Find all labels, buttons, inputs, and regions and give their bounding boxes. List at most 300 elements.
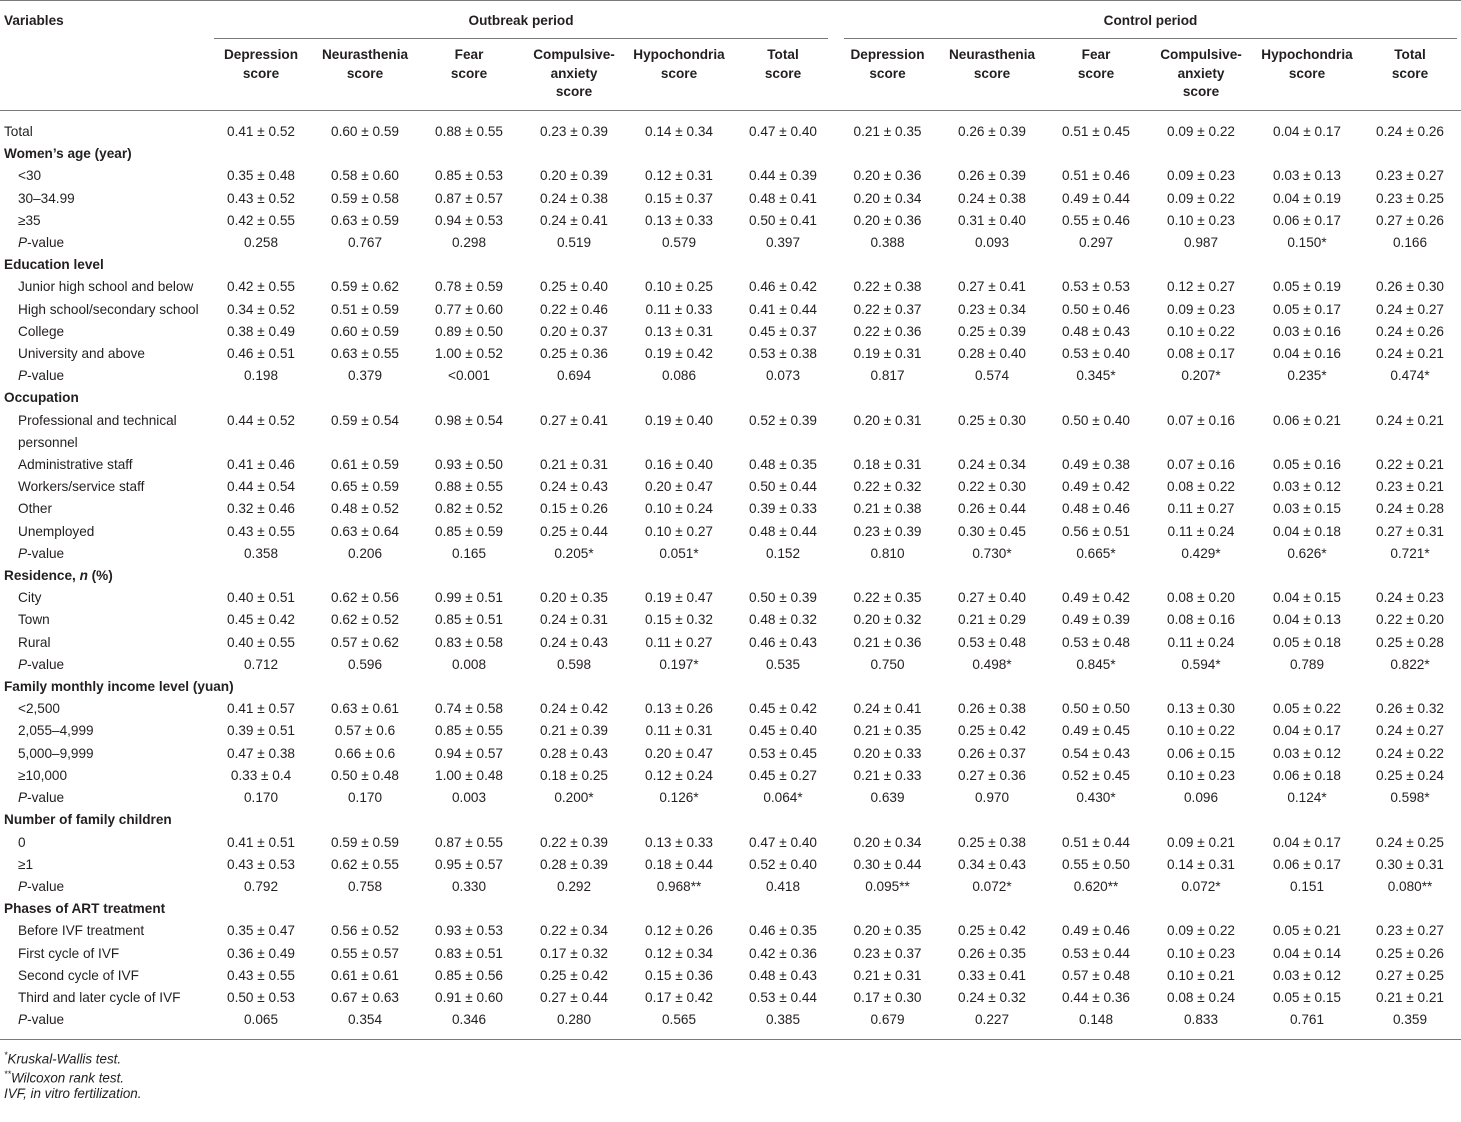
row-label: College [18,323,65,339]
table-cell: 0.03 ± 0.16 [1273,323,1341,339]
table-cell: 0.13 ± 0.26 [645,701,713,717]
table-cell: 0.26 ± 0.35 [958,945,1026,961]
table-cell: 0.41 ± 0.57 [227,701,295,717]
table-cell: 0.50 ± 0.50 [1062,701,1130,717]
table-cell: 0.379 [347,368,383,384]
table-cell: 0.22 ± 0.30 [958,479,1026,495]
column-header-line: Fear [1081,47,1111,62]
table-cell: 0.21 ± 0.36 [853,634,922,650]
table-cell: 0.42 ± 0.55 [227,212,295,228]
table-cell: 0.62 ± 0.52 [331,612,399,628]
table-cell: 0.35 ± 0.47 [227,923,295,939]
column-header [730,39,836,111]
row-label: First cycle of IVF [18,945,120,961]
column-header-line: score [869,65,906,81]
table-row [0,321,1461,343]
table-cell: 0.10 ± 0.24 [645,501,713,517]
table-cell: 0.53 ± 0.40 [1062,346,1130,362]
table-cell: 0.06 ± 0.15 [1167,745,1235,761]
table-cell: 0.93 ± 0.53 [435,923,503,939]
table-cell: 0.34 ± 0.52 [227,301,295,317]
table-cell: 0.50 ± 0.48 [331,767,399,783]
table-cell: 0.19 ± 0.42 [645,346,713,362]
table-cell: 0.24 ± 0.41 [853,701,922,717]
row-label: P-value [18,790,65,806]
table-cell: 0.05 ± 0.21 [1273,923,1341,939]
table-cell: 0.46 ± 0.42 [749,279,817,295]
table-cell: 0.20 ± 0.37 [540,323,608,339]
section-row [0,898,1461,920]
table-cell: 0.24 ± 0.21 [1376,412,1444,428]
table-cell: 0.42 ± 0.55 [227,279,295,295]
row-label: University and above [18,346,145,362]
table-cell: 0.20 ± 0.36 [853,168,922,184]
table-cell: 0.23 ± 0.27 [1376,923,1444,939]
section-row [0,143,1461,165]
table-cell: 0.11 ± 0.24 [1167,523,1235,539]
table-cell: 0.620** [1073,878,1119,894]
table-cell: 0.56 ± 0.51 [1062,523,1130,539]
table-cell: 0.594* [1181,656,1221,672]
table-cell: 0.207* [1181,368,1221,384]
table-cell: 0.09 ± 0.22 [1167,190,1235,206]
table-cell: 0.25 ± 0.42 [958,723,1026,739]
table-cell: 0.50 ± 0.53 [227,989,295,1005]
table-cell: 0.45 ± 0.42 [227,612,295,628]
table-cell: 0.48 ± 0.52 [331,501,399,517]
table-cell: 0.165 [451,545,487,561]
table-cell: 0.598 [556,656,592,672]
column-header [1359,39,1461,111]
table-cell: 0.74 ± 0.58 [435,701,503,717]
table-cell: 0.20 ± 0.47 [645,745,713,761]
table-cell: 0.43 ± 0.55 [227,967,295,983]
column-header [836,39,939,111]
p-value-row [0,787,1461,809]
table-cell: 0.712 [243,656,279,672]
table-cell: 0.88 ± 0.55 [435,124,503,139]
table-row [0,987,1461,1009]
table-cell: 0.66 ± 0.6 [334,745,396,761]
table-cell: 0.20 ± 0.39 [540,168,608,184]
row-label: P-value [18,545,65,561]
table-row [0,765,1461,787]
section-label: Number of family children [4,812,172,828]
column-header-line: score [450,65,488,81]
table-cell: 0.85 ± 0.56 [435,967,503,983]
table-cell: 0.23 ± 0.21 [1376,479,1444,495]
row-label: Administrative staff [18,457,133,473]
table-cell: 0.25 ± 0.36 [540,346,608,362]
table-cell: 0.04 ± 0.17 [1273,723,1341,739]
table-row [0,943,1461,965]
table-cell: 0.50 ± 0.41 [749,212,817,228]
table-cell: 0.25 ± 0.38 [958,834,1026,850]
section-label: Family monthly income level (yuan) [4,679,234,695]
table-cell: 0.730* [972,545,1012,561]
table-cell: 0.22 ± 0.34 [540,923,608,939]
table-cell: 0.53 ± 0.38 [749,346,817,362]
table-row [0,165,1461,187]
table-cell: 0.28 ± 0.43 [540,745,608,761]
table-cell: 0.61 ± 0.59 [331,457,399,473]
variables-header: Variables [4,13,64,28]
table-cell: 0.385 [765,1012,801,1028]
table-cell: 0.822* [1390,656,1430,672]
table-cell: 0.08 ± 0.17 [1167,346,1235,362]
table-cell: 0.003 [451,790,487,806]
table-cell: 0.535 [765,656,801,672]
table-cell: 0.24 ± 0.42 [540,701,608,717]
table-cell: 0.89 ± 0.50 [435,323,503,339]
table-cell: 0.55 ± 0.46 [1062,212,1130,228]
table-cell: 0.83 ± 0.58 [435,634,503,650]
table-cell: 0.07 ± 0.16 [1167,412,1235,428]
row-label: P-value [18,1012,65,1028]
table-cell: 0.05 ± 0.16 [1273,457,1341,473]
table-cell: 0.45 ± 0.27 [749,767,817,783]
table-cell: 0.52 ± 0.45 [1062,767,1130,783]
table-cell: 0.43 ± 0.53 [227,856,295,872]
table-cell: 0.18 ± 0.44 [645,856,713,872]
table-cell: 0.49 ± 0.44 [1062,190,1130,206]
table-cell: 0.474* [1390,368,1430,384]
column-header-line: Depression [223,47,299,62]
table-cell: 0.95 ± 0.57 [435,856,503,872]
column-header [628,39,730,111]
table-cell: 0.15 ± 0.26 [540,501,608,517]
table-cell: 0.62 ± 0.55 [331,856,399,872]
table-row [0,188,1461,210]
table-cell: 0.987 [1183,235,1219,251]
table-cell: 0.04 ± 0.17 [1273,124,1341,139]
table-cell: 0.61 ± 0.61 [331,967,399,983]
table-cell: 0.072* [972,878,1012,894]
table-cell: 0.198 [243,368,279,384]
table-row [0,854,1461,876]
table-cell: 0.18 ± 0.25 [540,767,608,783]
section-label: Women’s age (year) [4,146,132,162]
table-cell: 0.35 ± 0.48 [227,168,295,184]
table-cell: 0.26 ± 0.38 [958,701,1026,717]
table-cell: 0.388 [870,235,905,251]
column-header-line: Neurasthenia [948,47,1036,62]
table-cell: 0.665* [1076,545,1116,561]
column-header-line: Depression [850,47,925,62]
table-cell: 0.13 ± 0.33 [645,212,713,228]
table-cell: 0.297 [1078,235,1114,251]
table-cell: 0.10 ± 0.23 [1167,945,1235,961]
table-cell: 0.280 [556,1012,592,1028]
table-cell: 0.53 ± 0.53 [1062,279,1130,295]
table-cell: 0.073 [765,368,801,384]
table-cell: 0.45 ± 0.42 [749,701,817,717]
table-cell: 0.53 ± 0.44 [749,989,817,1005]
table-cell: 0.05 ± 0.18 [1273,634,1341,650]
table-cell: 0.59 ± 0.58 [331,190,399,206]
row-label: 30–34.99 [18,190,75,206]
table-cell: 0.09 ± 0.21 [1167,834,1235,850]
column-header-line: score [973,65,1011,81]
p-value-row [0,654,1461,676]
table-cell: 0.574 [974,368,1010,384]
table-cell: 0.28 ± 0.39 [540,856,608,872]
table-cell: 0.429* [1181,545,1221,561]
table-cell: 0.258 [243,235,279,251]
table-cell: 0.26 ± 0.39 [958,168,1026,184]
table-cell: 0.91 ± 0.60 [435,989,503,1005]
table-cell: 0.30 ± 0.44 [853,856,922,872]
table-cell: 0.23 ± 0.39 [853,523,922,539]
table-cell: 0.08 ± 0.20 [1167,590,1235,606]
table-cell: 0.358 [243,545,279,561]
table-cell: 0.57 ± 0.6 [334,723,396,739]
table-cell: 1.00 ± 0.48 [435,767,503,783]
row-label: Other [18,501,52,517]
table-cell: 0.20 ± 0.33 [853,745,922,761]
row-label: Total [4,124,33,139]
row-label: Before IVF treatment [18,923,145,939]
table-cell: 0.19 ± 0.40 [645,412,713,428]
table-cell: 0.51 ± 0.44 [1062,834,1130,850]
column-header [312,39,418,111]
table-cell: 0.20 ± 0.35 [853,923,922,939]
table-cell: 0.85 ± 0.51 [435,612,503,628]
table-cell: 0.51 ± 0.45 [1062,124,1130,139]
table-cell: 0.721* [1390,545,1430,561]
table-cell: 0.30 ± 0.45 [958,523,1026,539]
table-cell: 0.25 ± 0.24 [1376,767,1444,783]
table-cell: 0.25 ± 0.28 [1376,634,1444,650]
table-cell: 0.22 ± 0.37 [853,301,922,317]
table-cell: 0.36 ± 0.49 [227,945,295,961]
table-cell: 0.24 ± 0.43 [540,634,608,650]
table-cell: 0.48 ± 0.41 [749,190,817,206]
table-cell: 0.17 ± 0.30 [853,989,922,1005]
table-cell: 0.57 ± 0.62 [331,634,399,650]
row-label: City [18,590,42,606]
row-label: P-value [18,235,65,251]
column-header-line: Fear [454,47,484,62]
table-cell: 0.27 ± 0.36 [958,767,1026,783]
table-cell: 0.45 ± 0.40 [749,723,817,739]
table-cell: 0.21 ± 0.31 [540,457,608,473]
table-cell: 0.24 ± 0.41 [540,212,608,228]
column-header [418,39,520,111]
row-label: Workers/service staff [18,479,145,495]
table-cell: 0.03 ± 0.12 [1273,479,1341,495]
table-cell: 0.50 ± 0.39 [749,590,817,606]
column-header-line: score [764,65,802,81]
table-cell: 0.20 ± 0.31 [853,412,922,428]
table-cell: 0.08 ± 0.22 [1167,479,1235,495]
table-cell: 0.08 ± 0.24 [1167,989,1235,1005]
table-cell: 0.579 [661,235,697,251]
table-cell: 0.11 ± 0.27 [645,634,713,650]
table-row [0,454,1461,476]
table-cell: 0.33 ± 0.41 [958,967,1026,983]
table-cell: 0.85 ± 0.53 [435,168,503,184]
table-cell: 0.49 ± 0.42 [1062,479,1130,495]
table-cell: 0.38 ± 0.49 [227,323,295,339]
table-cell: 0.21 ± 0.29 [958,612,1026,628]
table-cell: 0.53 ± 0.48 [1062,634,1130,650]
table-cell: 0.25 ± 0.30 [958,412,1026,428]
table-row [0,609,1461,631]
table-cell: 0.43 ± 0.55 [227,523,295,539]
table-cell: 0.04 ± 0.18 [1273,523,1341,539]
table-cell: 0.24 ± 0.38 [540,190,608,206]
table-cell: 0.88 ± 0.55 [435,479,503,495]
table-cell: 0.46 ± 0.35 [749,923,817,939]
table-row [0,111,1461,143]
table-cell: 0.48 ± 0.44 [749,523,817,539]
table-cell: 0.59 ± 0.54 [331,412,399,428]
section-label: Phases of ART treatment [4,901,166,917]
table-cell: 0.767 [347,235,383,251]
table-cell: 0.10 ± 0.25 [645,279,713,295]
table-cell: 0.77 ± 0.60 [435,301,503,317]
table-cell: 0.55 ± 0.57 [331,945,399,961]
table-cell: 0.63 ± 0.55 [331,346,399,362]
table-cell: 0.50 ± 0.44 [749,479,817,495]
table-cell: 0.21 ± 0.35 [853,124,922,139]
row-label: ≥35 [18,212,41,228]
table-cell: 0.30 ± 0.31 [1376,856,1444,872]
table-cell: 0.94 ± 0.53 [435,212,503,228]
table-cell: 0.626* [1287,545,1327,561]
table-cell: 0.22 ± 0.35 [853,590,922,606]
table-cell: 0.23 ± 0.37 [853,945,922,961]
table-cell: 0.09 ± 0.22 [1167,923,1235,939]
table-cell: 0.10 ± 0.22 [1167,723,1235,739]
table-cell: 0.758 [347,878,383,894]
column-header-line: score [660,65,698,81]
table-cell: 0.99 ± 0.51 [435,590,503,606]
table-cell: 0.13 ± 0.33 [645,834,713,850]
table-cell: 0.064* [763,790,803,806]
table-cell: 0.50 ± 0.46 [1062,301,1130,317]
table-row [0,498,1461,520]
table-cell: 0.810 [870,545,905,561]
table-cell: 0.52 ± 0.39 [749,412,817,428]
table-row [0,343,1461,365]
table-cell: 0.292 [556,878,592,894]
table-cell: 0.205* [554,545,594,561]
column-header [1147,39,1255,111]
column-header-line: score [1391,65,1429,81]
table-cell: 0.26 ± 0.44 [958,501,1026,517]
table-cell: 0.20 ± 0.34 [853,834,922,850]
table-cell: 0.03 ± 0.13 [1273,168,1341,184]
table-cell: 0.206 [347,545,383,561]
column-header-line: Compulsive- [1160,47,1242,62]
table-cell: 0.67 ± 0.63 [331,989,399,1005]
table-cell: 0.170 [243,790,279,806]
table-cell: 0.124* [1287,790,1327,806]
table-cell: 0.27 ± 0.40 [958,590,1026,606]
table-row [0,210,1461,232]
table-cell: 0.07 ± 0.16 [1167,457,1235,473]
table-cell: 0.21 ± 0.38 [853,501,922,517]
table-cell: 0.126* [659,790,699,806]
table-cell: 0.27 ± 0.41 [958,279,1026,295]
table-cell: 0.46 ± 0.43 [749,634,817,650]
table-cell: 0.31 ± 0.40 [958,212,1026,228]
table-cell: 0.065 [243,1012,279,1028]
p-value-row [0,876,1461,898]
table-cell: 0.13 ± 0.30 [1167,701,1235,717]
table-cell: 0.11 ± 0.27 [1167,501,1235,517]
column-header [1045,39,1147,111]
table-cell: 0.24 ± 0.34 [958,457,1026,473]
table-cell: 0.60 ± 0.59 [331,323,399,339]
table-cell: 0.93 ± 0.50 [435,457,503,473]
table-cell: 0.44 ± 0.54 [227,479,295,495]
column-header [1255,39,1359,111]
table-cell: 0.792 [243,878,279,894]
table-cell: 0.09 ± 0.22 [1167,124,1235,139]
table-cell: 0.41 ± 0.51 [227,834,295,850]
table-cell: 0.13 ± 0.31 [645,323,713,339]
table-cell: 0.15 ± 0.32 [645,612,713,628]
table-cell: 0.679 [870,1012,905,1028]
table-cell: 0.82 ± 0.52 [435,501,503,517]
table-cell: 0.47 ± 0.38 [227,745,295,761]
table-cell: 0.080** [1387,878,1433,894]
table-cell: 0.148 [1078,1012,1114,1028]
table-cell: 0.21 ± 0.33 [853,767,922,783]
table-cell: 0.62 ± 0.56 [331,590,399,606]
table-cell: 0.05 ± 0.17 [1273,301,1341,317]
table-cell: 0.12 ± 0.34 [645,945,713,961]
table-row [0,587,1461,609]
table-cell: 0.11 ± 0.31 [645,723,713,739]
table-cell: 0.44 ± 0.39 [749,168,817,184]
table-row [0,965,1461,987]
table-cell: 0.21 ± 0.21 [1376,989,1444,1005]
table-cell: 0.08 ± 0.16 [1167,612,1235,628]
table-cell: 0.20 ± 0.34 [853,190,922,206]
table-cell: 0.41 ± 0.44 [749,301,817,317]
table-cell: 0.47 ± 0.40 [749,834,817,850]
table-cell: 0.23 ± 0.25 [1376,190,1444,206]
row-label: Third and later cycle of IVF [18,989,181,1005]
table-cell: 0.12 ± 0.31 [645,168,713,184]
table-cell: 0.24 ± 0.28 [1376,501,1444,517]
column-header-line: score [555,84,593,99]
row-label: ≥1 [18,856,34,872]
column-header-line: score [1288,65,1326,81]
table-cell: 0.41 ± 0.52 [227,124,295,139]
table-cell: 0.63 ± 0.61 [331,701,399,717]
table-cell: 0.330 [451,878,487,894]
table-cell: 0.833 [1183,1012,1219,1028]
table-row [0,299,1461,321]
table-cell: 0.23 ± 0.27 [1376,168,1444,184]
table-cell: 0.598* [1390,790,1430,806]
table-cell: 0.49 ± 0.45 [1062,723,1130,739]
table-cell: 0.565 [661,1012,697,1028]
table-cell: 0.24 ± 0.27 [1376,723,1444,739]
table-cell: 0.48 ± 0.43 [1062,323,1130,339]
footnotes [0,1040,1461,1103]
table-row [0,521,1461,543]
table-cell: 0.24 ± 0.25 [1376,834,1444,850]
table-cell: 0.25 ± 0.44 [540,523,608,539]
table-cell: 0.43 ± 0.52 [227,190,295,206]
table-cell: 0.639 [870,790,905,806]
